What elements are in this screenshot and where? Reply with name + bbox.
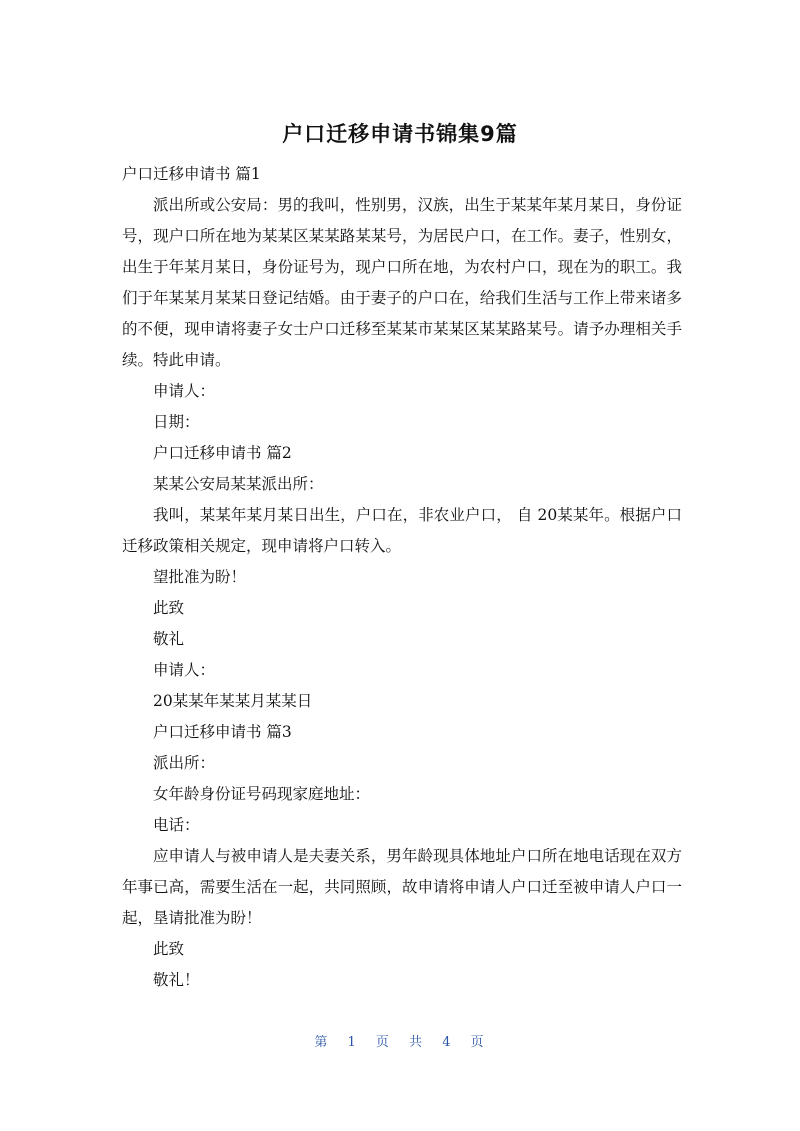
section-3-heading: 户口迁移申请书 篇3 <box>153 723 292 741</box>
section-1-applicant: 申请人： <box>153 382 216 400</box>
section-2-closing-2: 敬礼 <box>153 630 185 648</box>
section-3-paragraph: 应申请人与被申请人是夫妻关系，男年龄现具体地址户口所在地电话现在双方年事已高，需要生活在一起，共同照顾，故申请将申请人户口迁至被申请人户口一起，垦请批准为盼！ <box>122 847 682 927</box>
section-3-phone: 电话： <box>153 816 200 834</box>
section-2-applicant: 申请人： <box>153 661 216 679</box>
section-1-paragraph: 派出所或公安局：男的我叫，性别男，汉族，出生于某某年某月某日，身份证号，现户口所在地为某某区某某路某某号，为居民户口，在工作。妻子，性别女，出生于年某月某日，身份证号为，现户口所在地，为农村户口，现在为的职工。我们于年某某月某某日登记结婚。由于妻子的户口在，给我们生活与工作上带来诸多的不便，现申请将妻子女士户口迁移至某某市某某区某某路某号。请予办理相关手续。特此申请。 <box>122 196 682 369</box>
document-body <box>122 159 682 996</box>
section-2-closing-1: 此致 <box>153 599 185 617</box>
section-3-info: 女年龄身份证号码现家庭地址： <box>153 785 371 803</box>
page-footer: 第 1 页 共 4 页 <box>314 1035 486 1050</box>
section-2-addressee: 某某公安局某某派出所： <box>153 475 324 493</box>
section-2-heading: 户口迁移申请书 篇2 <box>153 444 292 462</box>
section-2-paragraph: 我叫，某某年某月某日出生，户口在，非农业户口， 自 20某某年。根据户口迁移政策相关规定，现申请将户口转入。 <box>122 506 682 555</box>
section-2-date: 20某某年某某月某某日 <box>153 692 313 710</box>
section-3-closing-1: 此致 <box>153 940 185 958</box>
document-title: 户口迁移申请书锦集9篇 <box>282 122 518 146</box>
section-3-closing-2: 敬礼！ <box>153 971 200 989</box>
section-1-date: 日期： <box>153 413 200 431</box>
section-2-hope: 望批准为盼！ <box>153 568 247 586</box>
section-3-addressee: 派出所： <box>153 754 216 772</box>
section-1-heading: 户口迁移申请书 篇1 <box>122 165 261 183</box>
